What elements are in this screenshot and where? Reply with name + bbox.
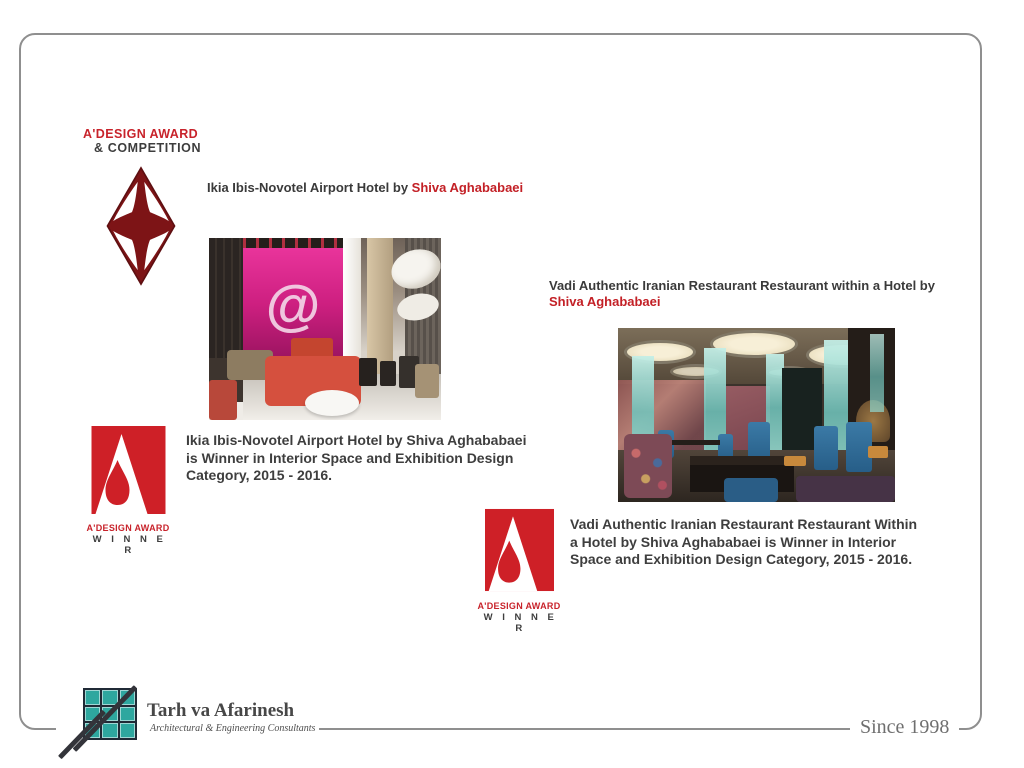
photo-blue-chair bbox=[814, 426, 838, 470]
photo-sofa bbox=[796, 476, 895, 502]
winner-text-line: Ikia Ibis-Novotel Airport Hotel by Shiva Aghababaei bbox=[186, 432, 527, 448]
photo-patterned-armchair bbox=[624, 434, 672, 498]
project1-title bbox=[207, 180, 647, 196]
winner-text-line: Category, 2015 - 2016. bbox=[186, 467, 333, 483]
logo-grid-cell bbox=[120, 707, 135, 722]
photo-glass-column bbox=[870, 334, 884, 412]
project1-title-prefix: Ikia Ibis-Novotel Airport Hotel by bbox=[207, 180, 412, 195]
adesign-diamond-logo-icon bbox=[105, 162, 177, 290]
hotel-lobby-photo bbox=[209, 238, 441, 420]
project2-title-prefix: Vadi Authentic Iranian Restaurant Restaurant within a Hotel by bbox=[549, 278, 935, 293]
photo-dark-chair bbox=[359, 358, 377, 386]
since-1998-label: Since 1998 bbox=[850, 716, 959, 743]
photo-red-chair bbox=[209, 380, 237, 420]
photo-dark-chair bbox=[380, 361, 396, 386]
logo-grid-cell bbox=[102, 723, 117, 738]
winner-badge-caption: A'DESIGN AWARD bbox=[477, 601, 561, 611]
project1-winner-text bbox=[186, 432, 586, 485]
photo-top-band bbox=[243, 238, 343, 248]
company-tagline: Architectural & Engineering Consultants bbox=[150, 723, 319, 736]
winner-badge-caption: A'DESIGN AWARD bbox=[86, 523, 170, 533]
competition-text: & COMPETITION bbox=[94, 141, 202, 155]
photo-cushion bbox=[784, 456, 806, 466]
winner-badge-caption: W I N N E R bbox=[92, 534, 167, 556]
winner-badge-1 bbox=[83, 426, 173, 556]
winner-badge-caption: W I N N E R bbox=[483, 612, 558, 634]
adesign-award-text: A'DESIGN AWARD bbox=[83, 127, 199, 141]
at-symbol: @ bbox=[265, 272, 321, 336]
project1-title-designer: Shiva Aghababaei bbox=[411, 180, 524, 195]
adesign-winner-logo-icon bbox=[485, 508, 554, 592]
diamond-shape bbox=[107, 168, 174, 284]
logo-grid-cell bbox=[85, 690, 100, 705]
winner-text-line: a Hotel by Shiva Aghababaei is Winner in Interior bbox=[570, 533, 897, 550]
restaurant-photo bbox=[618, 328, 895, 502]
winner-badge-2 bbox=[474, 508, 564, 634]
project2-title bbox=[549, 278, 969, 310]
company-name: Tarh va Afarinesh bbox=[147, 700, 298, 722]
photo-white-ottoman bbox=[305, 390, 359, 416]
winner-text-line: is Winner in Interior Space and Exhibition Design bbox=[186, 449, 514, 466]
project2-title-designer: Shiva Aghababaei bbox=[549, 294, 661, 309]
winner-text-line: Vadi Authentic Iranian Restaurant Restaurant Within bbox=[570, 516, 918, 532]
photo-cushion bbox=[868, 446, 888, 458]
adesign-winner-logo-icon bbox=[91, 426, 166, 514]
winner-text-line: Space and Exhibition Design Category, 2015 - 2016. bbox=[570, 551, 913, 567]
photo-armchair bbox=[415, 364, 439, 398]
photo-blue-chair bbox=[724, 478, 778, 502]
logo-grid-cell bbox=[120, 723, 135, 738]
project2-winner-text bbox=[570, 516, 970, 569]
adesign-competition-logo bbox=[83, 127, 201, 155]
photo-table bbox=[670, 440, 720, 445]
